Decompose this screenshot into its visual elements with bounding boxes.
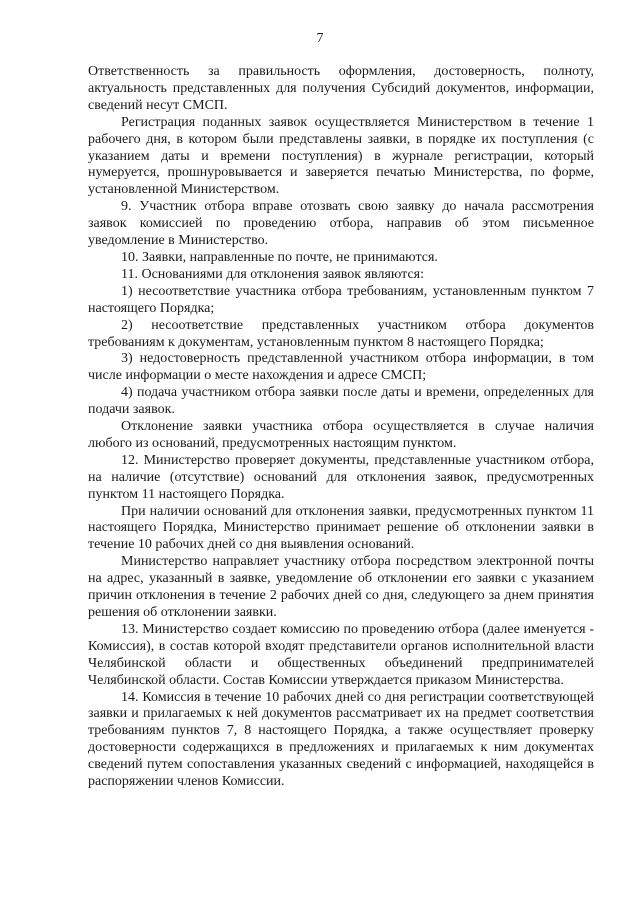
document-body [88,64,594,791]
paragraph-item-11-2: 2) несоответствие представленных участником отбора документов требованиям к документам, установленным пунктом 8 настоящего Порядка; [88,317,594,350]
paragraph-item-14: 14. Комиссия в течение 10 рабочих дней со дня регистрации соответствующей заявки и прилагаемых к ней документов рассматривает их на предмет соответствия требованиям пунктов 7, 8 настоящего Порядка, а также осуществляет проверку достоверности содержащихся в предложениях и прилагаемых к ним документах сведений путем сопоставления указанных сведений с информацией, находящейся в распоряжении членов Комиссии. [88,689,594,790]
paragraph-item-11: 11. Основаниями для отклонения заявок являются: [121,266,425,282]
paragraph-rejection-decision: При наличии оснований для отклонения заявки, предусмотренных пунктом 11 настоящего Порядка, Министерство принимает решение об отклонении заявки в течение 10 рабочих дней со дня выявления оснований. [88,503,594,553]
paragraph-item-11-4: 4) подача участником отбора заявки после даты и времени, определенных для подачи заявок. [88,385,594,418]
paragraph-item-11-3: 3) недостоверность представленной участником отбора информации, в том числе информации о месте нахождения и адресе СМСП; [88,351,594,384]
paragraph-item-11-1: 1) несоответствие участника отбора требованиям, установленным пунктом 7 настоящего Порядка; [88,283,594,316]
paragraph-item-10: 10. Заявки, направленные по почте, не принимаются. [121,249,438,265]
paragraph-registration: Регистрация поданных заявок осуществляется Министерством в течение 1 рабочего дня, в котором были представлены заявки, в порядке их поступления (с указанием даты и времени поступления) в журнале регистрации, который нумеруется, прошнуровывается и заверяется печатью Министерства, по форме, установленной Министерством. [88,114,594,198]
paragraph-rejection-note: Отклонение заявки участника отбора осуществляется в случае наличия любого из оснований, предусмотренных настоящим пунктом. [88,419,594,451]
paragraph-item-12: 12. Министерство проверяет документы, представленные участником отбора, на наличие (отсутствие) оснований для отклонения заявок, предусмотренных пунктом 11 настоящего Порядка. [88,452,594,502]
page-number: 7 [316,31,324,46]
paragraph-item-13: 13. Министерство создает комиссию по проведению отбора (далее именуется - Комиссия), в состав которой входят представители органов исполнительной власти Челябинской области и общественных объединений предпринимателей Челябинской области. Состав Комиссии утверждается приказом Министерства. [88,621,594,688]
paragraph-item-9: 9. Участник отбора вправе отозвать свою заявку до начала рассмотрения заявок комиссией по проведению отбора, направив об этом письменное уведомление в Министерство. [88,199,594,249]
paragraph-rejection-notification: Министерство направляет участнику отбора посредством электронной почты на адрес, указанный в заявке, уведомление об отклонении его заявки с указанием причин отклонения в течение 2 рабочих дней со дня, следующего за днем принятия решения об отклонении заявки. [88,554,594,620]
paragraph-responsibility: Ответственность за правильность оформления, достоверность, полноту, актуальность представленных для получения Субсидий документов, информации, сведений несут СМСП. [88,64,594,113]
